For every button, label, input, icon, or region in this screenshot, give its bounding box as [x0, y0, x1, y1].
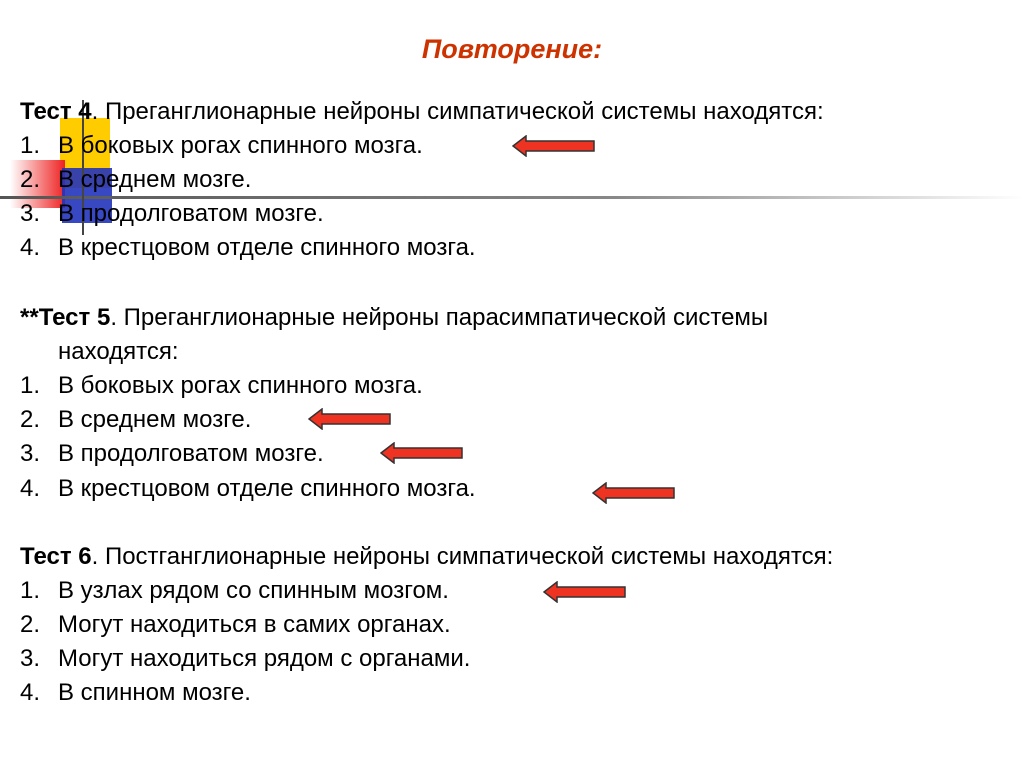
test4-question: [20, 98, 824, 126]
answer-arrow-icon: [380, 442, 464, 464]
test5-question-text: . Преганглионарные нейроны парасимпатической системы: [110, 304, 769, 331]
test6-option-2: 2. Могут находиться в самих органах.: [20, 611, 451, 638]
test4-question-text: . Преганглионарные нейроны симпатической системы находятся:: [91, 98, 824, 125]
test5-option-4: 4. В крестцовом отделе спинного мозга.: [20, 475, 476, 502]
test5-option-3: 3. В продолговатом мозге.: [20, 440, 324, 467]
test4-option-4: 4. В крестцовом отделе спинного мозга.: [20, 234, 476, 261]
test5-question-cont: находятся:: [58, 338, 179, 365]
test6-option-3: 3. Могут находиться рядом с органами.: [20, 645, 471, 672]
test6-question-text: . Постганглионарные нейроны симпатической системы находятся:: [91, 543, 834, 570]
test6-option-4: 4. В спинном мозге.: [20, 679, 251, 706]
test4-option-2: 2. В среднем мозге.: [20, 166, 252, 193]
test5-question: [20, 304, 768, 332]
answer-arrow-icon: [512, 135, 596, 157]
test4-label: Тест 4: [20, 98, 92, 125]
test4-option-1: 1. В боковых рогах спинного мозга.: [20, 132, 423, 159]
slide-title: Повторение:: [421, 34, 603, 64]
test5-option-1: 1. В боковых рогах спинного мозга.: [20, 372, 423, 399]
answer-arrow-icon: [592, 482, 676, 504]
test5-option-2: 2. В среднем мозге.: [20, 406, 252, 433]
test6-label: Тест 6: [20, 543, 92, 570]
deco-horizontal-line: [0, 196, 1024, 199]
test5-prefix: **: [20, 304, 39, 331]
answer-arrow-icon: [308, 408, 392, 430]
answer-arrow-icon: [543, 581, 627, 603]
test4-option-3: 3. В продолговатом мозге.: [20, 200, 324, 227]
test5-label: Тест 5: [38, 304, 111, 331]
test6-question: [20, 543, 833, 571]
test6-option-1: 1. В узлах рядом со спинным мозгом.: [20, 577, 449, 604]
